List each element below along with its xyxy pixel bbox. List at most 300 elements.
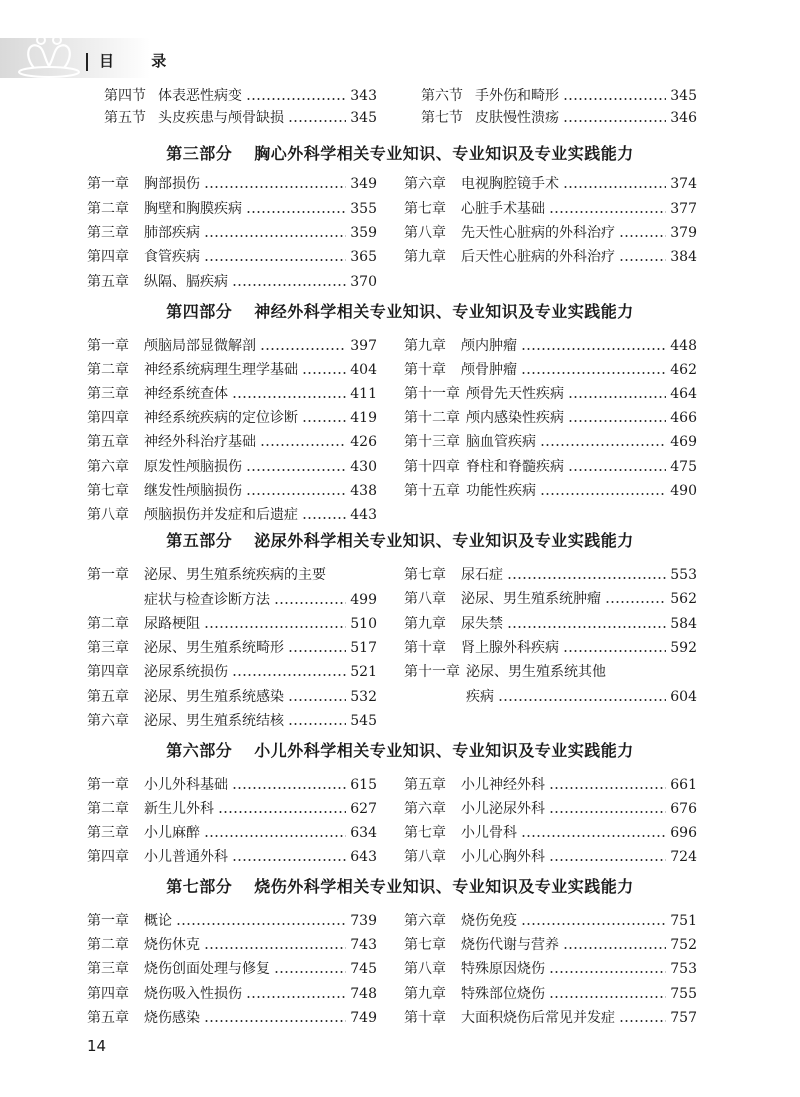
- toc-entry: [87, 198, 377, 220]
- toc-entry-page: 384: [670, 249, 697, 265]
- toc-entry: [87, 504, 377, 526]
- toc-entry-title: 尿石症: [461, 567, 503, 583]
- toc-entry: [404, 958, 697, 980]
- toc-entry: [87, 798, 377, 820]
- toc-entry-page: 443: [350, 507, 377, 523]
- toc-entry-page: 604: [670, 688, 697, 705]
- part-label: 第四部分: [166, 302, 233, 321]
- leader-dots: [232, 283, 346, 287]
- part-label: 第六部分: [166, 741, 233, 760]
- toc-entry-title: 手外伤和畸形: [475, 88, 559, 104]
- leader-dots: [288, 722, 346, 726]
- leader-dots: [521, 371, 666, 375]
- leader-dots: [204, 625, 346, 629]
- toc-entry-title: 尿路梗阻: [144, 616, 200, 632]
- page-number: 14: [87, 1037, 107, 1055]
- toc-entry-title: 神经系统病理生理学基础: [144, 362, 298, 378]
- toc-entry: [421, 85, 697, 107]
- leader-dots: [619, 234, 666, 238]
- toc-entry-number: 第十章: [404, 1010, 446, 1026]
- toc-entry: [87, 774, 377, 796]
- toc-entry-title: 纵隔、膈疾病: [144, 274, 228, 290]
- toc-entry-number: 第十五章: [404, 483, 460, 499]
- toc-entry-title: 小儿神经外科: [461, 777, 545, 793]
- leader-dots: [274, 970, 346, 974]
- toc-entry-page: 510: [350, 616, 377, 632]
- part-title: 泌尿外科学相关专业知识、专业知识及专业实践能力: [254, 531, 634, 550]
- toc-entry-title: 烧伤创面处理与修复: [144, 961, 270, 977]
- toc-entry-number: 第五节: [104, 110, 146, 126]
- toc-entry-number: 第十章: [404, 362, 446, 378]
- toc-entry-page: 370: [350, 274, 377, 290]
- leader-dots: [549, 970, 666, 974]
- toc-entry: [404, 846, 697, 868]
- toc-entry-page: 404: [350, 362, 377, 378]
- toc-entry-page: 462: [670, 362, 697, 378]
- leader-dots: [549, 995, 666, 999]
- toc-entry-number: 第七章: [404, 825, 446, 841]
- toc-entry-title: 泌尿、男生殖系统其他: [466, 664, 606, 680]
- toc-entry-title: 神经系统疾病的定位诊断: [144, 410, 298, 426]
- toc-entry-title: 新生儿外科: [144, 801, 214, 817]
- toc-entry-page: 562: [670, 591, 697, 607]
- leader-dots: [568, 395, 666, 399]
- toc-entry-title: 颅内感染性疾病: [466, 410, 564, 426]
- leader-dots: [204, 185, 346, 189]
- toc-entry-number: 第五章: [87, 274, 129, 290]
- toc-entry-number: 第七章: [404, 567, 446, 583]
- toc-entry-page: 615: [350, 777, 377, 793]
- toc-entry: [404, 983, 697, 1005]
- part-heading: [0, 141, 800, 164]
- toc-entry-title: 烧伤代谢与营养: [461, 937, 559, 953]
- toc-entry-number: 第一章: [87, 338, 129, 354]
- toc-entry-number: 第五章: [404, 777, 446, 793]
- toc-entry-title: 胸部损伤: [144, 176, 200, 192]
- toc-entry-title: 小儿普通外科: [144, 849, 228, 865]
- toc-entry-number: 第四章: [87, 664, 129, 680]
- toc-entry-number: 第四章: [87, 986, 129, 1002]
- toc-entry-title: 皮肤慢性溃疡: [475, 110, 559, 126]
- leader-dots: [288, 119, 346, 123]
- toc-entry: [87, 246, 377, 268]
- toc-entry-number: 第六章: [404, 913, 446, 929]
- toc-entry-title-continued: 疾病: [466, 688, 494, 705]
- toc-entry-number: 第九章: [404, 249, 446, 265]
- toc-entry-number: 第二章: [87, 616, 129, 632]
- toc-entry-title: 肺部疾病: [144, 225, 200, 241]
- toc-entry-title: 后天性心脏病的外科治疗: [461, 249, 615, 265]
- toc-entry-page: 464: [670, 386, 697, 402]
- leader-dots: [232, 395, 346, 399]
- leader-dots: [507, 576, 666, 580]
- toc-entry-number: 第三章: [87, 386, 129, 402]
- toc-entry-page: 448: [670, 338, 697, 354]
- toc-entry: [87, 613, 377, 635]
- toc-entry-page: 661: [670, 777, 697, 793]
- toc-entry-title: 泌尿系统损伤: [144, 664, 228, 680]
- toc-entry: [87, 1007, 377, 1029]
- leader-dots: [232, 786, 346, 790]
- toc-entry-title: 烧伤感染: [144, 1010, 200, 1026]
- toc-entry: [404, 431, 697, 453]
- page-header-title: 目 录: [99, 52, 183, 70]
- toc-entry-title: 神经外科治疗基础: [144, 434, 256, 450]
- toc-entry-page: 627: [350, 801, 377, 817]
- toc-entry-number: 第二章: [87, 362, 129, 378]
- toc-entry-number: 第四章: [87, 410, 129, 426]
- toc-entry: [87, 335, 377, 357]
- leader-dots: [549, 210, 666, 214]
- leader-dots: [218, 810, 346, 814]
- toc-entry-title: 大面积烧伤后常见并发症: [461, 1010, 615, 1026]
- toc-entry-title: 尿失禁: [461, 616, 503, 632]
- toc-entry-title: 颅内肿瘤: [461, 338, 517, 354]
- toc-entry-page: 749: [350, 1010, 377, 1026]
- toc-entry-title: 头皮疾患与颅骨缺损: [158, 110, 284, 126]
- toc-entry-number: 第一章: [87, 777, 129, 793]
- toc-entry-page: 745: [350, 961, 377, 977]
- leader-dots: [246, 468, 346, 472]
- leader-dots: [204, 1019, 346, 1023]
- toc-entry: [404, 613, 697, 635]
- toc-entry-title: 神经系统查体: [144, 386, 228, 402]
- part-title: 小儿外科学相关专业知识、专业知识及专业实践能力: [254, 741, 634, 760]
- toc-entry: [87, 359, 377, 381]
- toc-entry-title: 功能性疾病: [466, 483, 536, 499]
- toc-entry: [404, 910, 697, 932]
- toc-entry-title: 颅脑局部显微解剖: [144, 338, 256, 354]
- toc-entry: [404, 822, 697, 844]
- leader-dots: [540, 443, 666, 447]
- toc-entry: [87, 480, 377, 502]
- part-title: 神经外科学相关专业知识、专业知识及专业实践能力: [254, 302, 634, 321]
- toc-entry-page: 355: [350, 201, 377, 217]
- toc-entry-page: 724: [670, 849, 697, 865]
- toc-entry-title: 脊柱和脊髓疾病: [466, 459, 564, 475]
- toc-entry-number: 第五章: [87, 434, 129, 450]
- toc-entry-title: 泌尿、男生殖系统畸形: [144, 640, 284, 656]
- leader-dots: [246, 995, 346, 999]
- toc-entry-page: 469: [670, 434, 697, 450]
- leader-dots: [274, 601, 346, 605]
- toc-entry: [404, 222, 697, 244]
- toc-entry-page: 584: [670, 616, 697, 632]
- toc-entry-page: 345: [350, 110, 377, 126]
- toc-entry-number: 第八章: [404, 591, 446, 607]
- toc-entry-page: 490: [670, 483, 697, 499]
- leader-dots: [549, 810, 666, 814]
- toc-entry: [404, 637, 697, 659]
- toc-entry-number: 第十二章: [404, 410, 460, 426]
- toc-entry-title: 肾上腺外科疾病: [461, 640, 559, 656]
- toc-entry-number: 第八章: [404, 961, 446, 977]
- leader-dots: [302, 516, 346, 520]
- toc-entry-number: 第九章: [404, 986, 446, 1002]
- toc-entry-page: 499: [350, 591, 377, 608]
- toc-entry-page: 345: [670, 88, 697, 104]
- toc-entry-page: 397: [350, 338, 377, 354]
- leader-dots: [563, 185, 666, 189]
- toc-entry: [87, 564, 377, 586]
- leader-dots: [568, 419, 666, 423]
- toc-entry-page: 377: [670, 201, 697, 217]
- toc-entry: [87, 846, 377, 868]
- toc-entry-page: 438: [350, 483, 377, 499]
- toc-entry: [404, 798, 697, 820]
- leader-dots: [563, 649, 666, 653]
- part-heading: [0, 874, 800, 897]
- toc-entry-title: 烧伤免疫: [461, 913, 517, 929]
- toc-entry-number: 第三章: [87, 640, 129, 656]
- leader-dots: [246, 210, 346, 214]
- leader-dots: [540, 492, 666, 496]
- toc-entry-number: 第三章: [87, 825, 129, 841]
- toc-entry-title: 泌尿、男生殖系统感染: [144, 689, 284, 705]
- leader-dots: [549, 858, 666, 862]
- leader-dots: [563, 946, 666, 950]
- toc-entry-page: 755: [670, 986, 697, 1002]
- toc-entry: [87, 910, 377, 932]
- toc-entry-number: 第十一章: [404, 664, 460, 680]
- toc-entry-number: 第七章: [87, 483, 129, 499]
- toc-entry-page: 696: [670, 825, 697, 841]
- header-divider: [86, 53, 88, 71]
- toc-entry-page: 430: [350, 459, 377, 475]
- toc-entry-continued: [144, 589, 377, 611]
- toc-entry-page: 545: [350, 713, 377, 729]
- toc-entry: [404, 934, 697, 956]
- toc-entry-number: 第九章: [404, 338, 446, 354]
- toc-entry-title: 小儿外科基础: [144, 777, 228, 793]
- toc-entry-title: 小儿泌尿外科: [461, 801, 545, 817]
- toc-entry-page: 343: [350, 88, 377, 104]
- toc-entry-title: 泌尿、男生殖系统疾病的主要: [144, 567, 326, 583]
- toc-entry: [404, 359, 697, 381]
- toc-entry: [104, 107, 377, 129]
- toc-entry: [404, 1007, 697, 1029]
- part-title: 胸心外科学相关专业知识、专业知识及专业实践能力: [254, 144, 634, 163]
- toc-entry-number: 第二章: [87, 201, 129, 217]
- toc-entry-title: 电视胸腔镜手术: [461, 176, 559, 192]
- toc-entry: [404, 774, 697, 796]
- toc-entry-number: 第七章: [404, 937, 446, 953]
- toc-entry-page: 411: [350, 386, 377, 402]
- toc-entry: [87, 710, 377, 732]
- toc-entry-number: 第二章: [87, 801, 129, 817]
- toc-entry-page: 379: [670, 225, 697, 241]
- toc-entry-title: 先天性心脏病的外科治疗: [461, 225, 615, 241]
- toc-entry-number: 第四章: [87, 249, 129, 265]
- toc-entry: [404, 383, 697, 405]
- toc-entry-title: 食管疾病: [144, 249, 200, 265]
- toc-entry: [87, 173, 377, 195]
- toc-entry-title: 泌尿、男生殖系统结核: [144, 713, 284, 729]
- toc-entry-title: 概论: [144, 913, 172, 929]
- toc-entry-number: 第一章: [87, 913, 129, 929]
- toc-entry-page: 752: [670, 937, 697, 953]
- toc-entry: [404, 661, 697, 683]
- leader-dots: [260, 443, 346, 447]
- leader-dots: [260, 347, 346, 351]
- toc-entry-number: 第六章: [87, 459, 129, 475]
- toc-entry: [104, 85, 377, 107]
- part-heading: [0, 299, 800, 322]
- toc-entry-title: 颅骨先天性疾病: [466, 386, 564, 402]
- toc-entry-page: 374: [670, 176, 697, 192]
- toc-entry: [87, 431, 377, 453]
- leader-dots: [507, 625, 666, 629]
- toc-entry-page: 743: [350, 937, 377, 953]
- leader-dots: [549, 786, 666, 790]
- toc-entry-number: 第十三章: [404, 434, 460, 450]
- toc-entry-title: 颅脑损伤并发症和后遗症: [144, 507, 298, 523]
- book-logo-icon: [14, 32, 84, 80]
- toc-entry: [404, 480, 697, 502]
- toc-entry-number: 第四章: [87, 849, 129, 865]
- leader-dots: [288, 649, 346, 653]
- toc-entry-page: 751: [670, 913, 697, 929]
- toc-entry-number: 第三章: [87, 225, 129, 241]
- leader-dots: [521, 834, 666, 838]
- leader-dots: [246, 492, 346, 496]
- toc-entry: [87, 934, 377, 956]
- toc-entry-page: 643: [350, 849, 377, 865]
- toc-entry-title: 小儿骨科: [461, 825, 517, 841]
- toc-entry-number: 第十一章: [404, 386, 460, 402]
- toc-entry-number: 第三章: [87, 961, 129, 977]
- toc-entry-title: 泌尿、男生殖系统肿瘤: [461, 591, 601, 607]
- toc-entry-number: 第六章: [404, 801, 446, 817]
- toc-entry-title: 小儿心胸外科: [461, 849, 545, 865]
- toc-entry-number: 第一章: [87, 176, 129, 192]
- toc-entry: [87, 637, 377, 659]
- leader-dots: [232, 858, 346, 862]
- part-title: 烧伤外科学相关专业知识、专业知识及专业实践能力: [254, 877, 634, 896]
- toc-entry: [404, 564, 697, 586]
- leader-dots: [619, 1019, 666, 1023]
- toc-entry-title: 颅骨肿瘤: [461, 362, 517, 378]
- toc-entry: [87, 686, 377, 708]
- toc-entry-title: 小儿麻醉: [144, 825, 200, 841]
- toc-entry-number: 第十四章: [404, 459, 460, 475]
- toc-entry: [404, 173, 697, 195]
- toc-entry-number: 第七节: [421, 110, 463, 126]
- toc-entry: [87, 456, 377, 478]
- toc-entry-number: 第一章: [87, 567, 129, 583]
- toc-entry-page: 676: [670, 801, 697, 817]
- toc-entry-page: 419: [350, 410, 377, 426]
- toc-entry-page: 426: [350, 434, 377, 450]
- toc-entry-number: 第十章: [404, 640, 446, 656]
- toc-entry: [87, 822, 377, 844]
- toc-entry-title-continued: 症状与检查诊断方法: [144, 591, 270, 608]
- toc-entry-page: 553: [670, 567, 697, 583]
- toc-entry-number: 第六章: [404, 176, 446, 192]
- leader-dots: [204, 258, 346, 262]
- toc-entry-page: 359: [350, 225, 377, 241]
- toc-entry-number: 第五章: [87, 689, 129, 705]
- toc-entry-number: 第四节: [104, 88, 146, 104]
- part-heading: [0, 738, 800, 761]
- leader-dots: [204, 234, 346, 238]
- toc-entry-page: 346: [670, 110, 697, 126]
- toc-entry-page: 517: [350, 640, 377, 656]
- toc-entry-title: 脑血管疾病: [466, 434, 536, 450]
- part-heading: [0, 528, 800, 551]
- toc-entry-page: 521: [350, 664, 377, 680]
- toc-entry: [87, 983, 377, 1005]
- toc-entry-page: 349: [350, 176, 377, 192]
- leader-dots: [498, 698, 666, 702]
- toc-entry-page: 757: [670, 1010, 697, 1026]
- toc-entry: [87, 958, 377, 980]
- toc-entry: [404, 198, 697, 220]
- toc-entry: [404, 246, 697, 268]
- part-label: 第三部分: [166, 144, 233, 163]
- toc-entry-title: 心脏手术基础: [461, 201, 545, 217]
- toc-entry-page: 753: [670, 961, 697, 977]
- leader-dots: [302, 371, 346, 375]
- toc-entry-title: 原发性颅脑损伤: [144, 459, 242, 475]
- leader-dots: [204, 834, 346, 838]
- leader-dots: [563, 97, 666, 101]
- toc-entry-page: 634: [350, 825, 377, 841]
- toc-entry-number: 第八章: [87, 507, 129, 523]
- leader-dots: [619, 258, 666, 262]
- toc-entry: [87, 222, 377, 244]
- leader-dots: [288, 698, 346, 702]
- toc-entry-page: 365: [350, 249, 377, 265]
- toc-entry-number: 第九章: [404, 616, 446, 632]
- leader-dots: [563, 119, 666, 123]
- toc-entry: [404, 407, 697, 429]
- toc-entry-number: 第六章: [87, 713, 129, 729]
- toc-entry-number: 第五章: [87, 1010, 129, 1026]
- toc-entry: [421, 107, 697, 129]
- leader-dots: [568, 468, 666, 472]
- toc-entry-title: 特殊原因烧伤: [461, 961, 545, 977]
- toc-entry: [404, 588, 697, 610]
- toc-entry-number: 第六节: [421, 88, 463, 104]
- toc-entry: [87, 407, 377, 429]
- leader-dots: [521, 922, 666, 926]
- toc-entry-page: 592: [670, 640, 697, 656]
- leader-dots: [302, 419, 346, 423]
- leader-dots: [605, 600, 666, 604]
- toc-entry: [87, 271, 377, 293]
- toc-entry-title: 烧伤吸入性损伤: [144, 986, 242, 1002]
- toc-entry-page: 748: [350, 986, 377, 1002]
- toc-entry-title: 继发性颅脑损伤: [144, 483, 242, 499]
- toc-entry-continued: [466, 686, 697, 708]
- toc-entry: [404, 335, 697, 357]
- toc-entry-page: 739: [350, 913, 377, 929]
- part-label: 第七部分: [166, 877, 233, 896]
- leader-dots: [246, 97, 346, 101]
- leader-dots: [204, 946, 346, 950]
- toc-entry-number: 第八章: [404, 849, 446, 865]
- toc-entry: [87, 661, 377, 683]
- toc-entry-page: 466: [670, 410, 697, 426]
- leader-dots: [521, 347, 666, 351]
- toc-entry-number: 第八章: [404, 225, 446, 241]
- toc-entry-page: 532: [350, 689, 377, 705]
- toc-entry-number: 第二章: [87, 937, 129, 953]
- toc-entry-page: 475: [670, 459, 697, 475]
- toc-entry-title: 胸壁和胸膜疾病: [144, 201, 242, 217]
- toc-entry: [404, 456, 697, 478]
